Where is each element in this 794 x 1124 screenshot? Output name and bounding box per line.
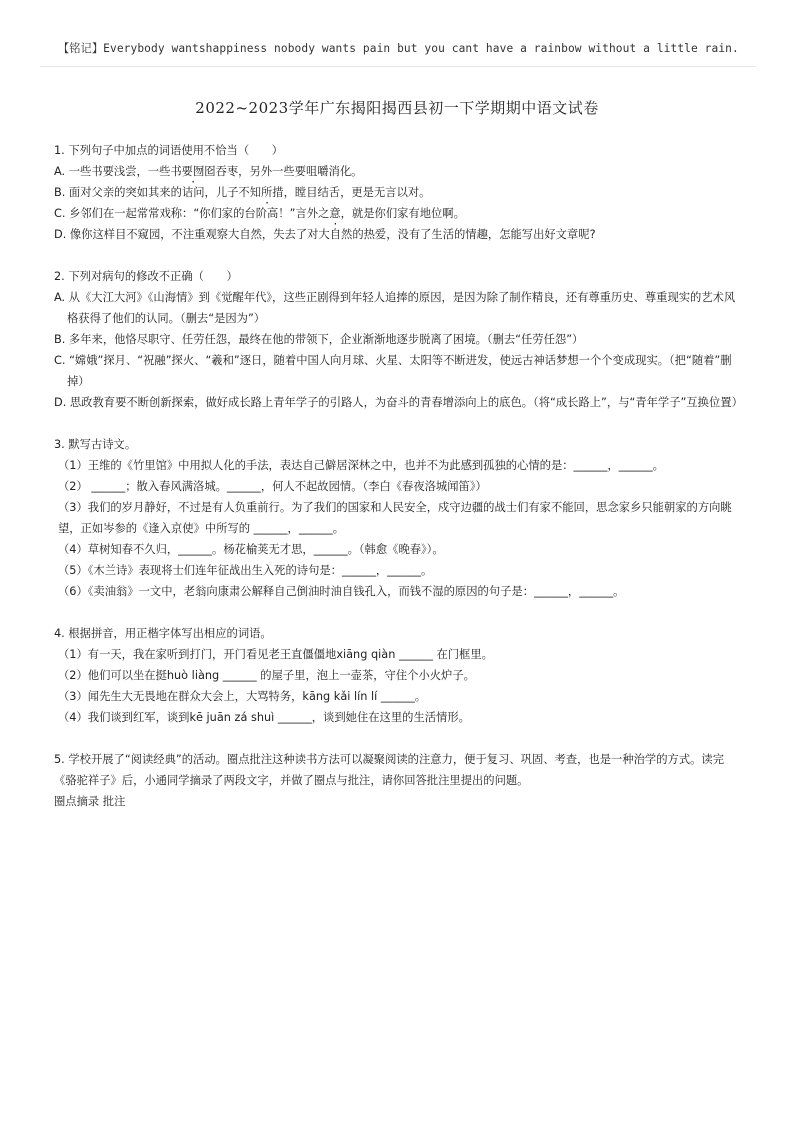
dotted-term: 诘问 — [181, 186, 205, 199]
option-c-text-post: ！”言外之意，就是你们家有地位啊。 — [278, 207, 465, 220]
page-title: 2022~2023学年广东揭阳揭西县初一下学期期中语文试卷 — [195, 99, 599, 117]
question-3-item-3: （3）我们的岁月静好，不过是有人负重前行。为了我们的国家和人民安全，戍守边疆的战士们有家不能回，思念家乡只能朝家的方向眺望，正如岑参的《逢入京使》中所写的 ______，______。 — [58, 501, 732, 535]
question-5 — [54, 749, 744, 812]
question-5-table-header: 圈点摘录 批注 — [54, 795, 126, 808]
dotted-word-c: 阶高 — [255, 207, 279, 220]
question-1-option-c — [54, 203, 744, 224]
option-b-text-pre: B. 面对父亲的突如其来的 — [54, 186, 182, 199]
question-3 — [54, 434, 744, 602]
option-c-quote-pre: “你们家的台 — [193, 207, 256, 220]
question-2 — [54, 266, 744, 413]
question-3-item-6: （6）《卖油翁》一文中，老翁向康肃公解释自己倒油时油自钱孔入，而钱不湿的原因的句子是：______，______。 — [58, 585, 625, 598]
question-3-item-1: （1）王维的《竹里馆》中用拟人化的手法，表达自己僻居深林之中，也并不为此感到孤独的心情的是：______，______。 — [58, 459, 664, 472]
question-2-option-b: B. 多年来，他恪尽职守、任劳任怨，最终在他的带领下，企业渐渐地逐步脱离了困境。（删去“任劳任怨”） — [54, 333, 584, 346]
question-3-stem: 3. 默写古诗文。 — [54, 438, 137, 451]
question-1 — [54, 140, 744, 245]
header-divider — [40, 66, 756, 67]
dotted-word-d: 大自然 — [318, 228, 353, 241]
question-3-item-4: （4）草树知春不久归，______。杨花榆荚无才思，______。（韩愈《晚春》）。 — [58, 543, 444, 556]
question-1-option-d — [54, 224, 744, 245]
header-motto: 【铭记】Everybody wantshappiness nobody wants pain but you cant have a rainbow without a little rain. — [58, 42, 739, 55]
question-3-item-2: （2） ______；散入春风满洛城。______，何人不起故园情。（李白《春夜洛城闻笛》） — [58, 480, 487, 493]
question-4-item-3: （3）闻先生大无畏地在群众大会上，大骂特务，kāng kǎi lín lí ______。 — [58, 690, 427, 703]
question-4-stem: 4. 根据拼音，用正楷字体写出相应的词语。 — [54, 627, 272, 640]
question-1-option-b — [54, 182, 744, 203]
option-c-text-pre: C. 乡邻们在一起常常戏称： — [54, 207, 194, 220]
exam-content — [54, 140, 744, 833]
question-5-stem: 5. 学校开展了“阅读经典”的活动。圈点批注这种读书方法可以凝聚阅读的注意力，便于复习、巩固、考查，也是一种治学的方式。读完《骆驼祥子》后，小通同学摘录了两段文字，并做了圈点与批注，请你回答批注里提出的问题。 — [54, 753, 725, 787]
question-4-item-4: （4）我们谈到红军，谈到kē juān zá shuì ______，谈到她住在这里的生活情形。 — [58, 711, 470, 724]
question-4-item-1: （1）有一天，我在家听到打门，开门看见老王直僵僵地xiāng qiàn ______ 在门框里。 — [58, 648, 493, 661]
question-4 — [54, 623, 744, 728]
question-2-stem: 2. 下列对病句的修改不正确（ ） — [54, 270, 238, 283]
question-1-stem: 1. 下列句子中加点的词语使用不恰当（ ） — [54, 144, 284, 157]
question-2-option-c: C. “嫦娥”探月、“祝融”探火、“羲和”逐日，随着中国人向月球、火星、太阳等不断进发，使远古神话梦想一个个变成现实。（把“随着”删掉） — [54, 354, 732, 388]
option-b-text-post: ，儿子不知所措，瞠目结舌，更是无言以对。 — [204, 186, 431, 199]
option-d-text-post: 的热爱，没有了生活的情趣，怎能写出好文章呢? — [352, 228, 596, 241]
question-1-option-a: A. 一些书要浅尝，一些书要囫囵吞枣，另外一些要咀嚼消化。 — [54, 165, 363, 178]
question-2-option-d: D. 思政教育要不断创新探索，做好成长路上青年学子的引路人，为奋斗的青春增添向上的底色。（将“成长路上”，与“青年学子”互换位置） — [54, 396, 743, 409]
question-3-item-5: （5）《木兰诗》表现将士们连年征战出生入死的诗句是：______，______。 — [58, 564, 433, 577]
question-2-option-a: A. 从《大江大河》《山海情》到《觉醒年代》，这些正剧得到年轻人追捧的原因，是因为除了制作精良，还有尊重历史、尊重现实的艺术风格获得了他们的认同。（删去“是因为”） — [54, 291, 736, 325]
option-d-text-pre: D. 像你这样目不窥园，不注重观察大自然，失去了对 — [54, 228, 319, 241]
question-4-item-2: （2）他们可以坐在挺huò liàng ______ 的屋子里，泡上一壶茶，守住个小火炉子。 — [58, 669, 475, 682]
dotted-word-b — [182, 186, 205, 199]
